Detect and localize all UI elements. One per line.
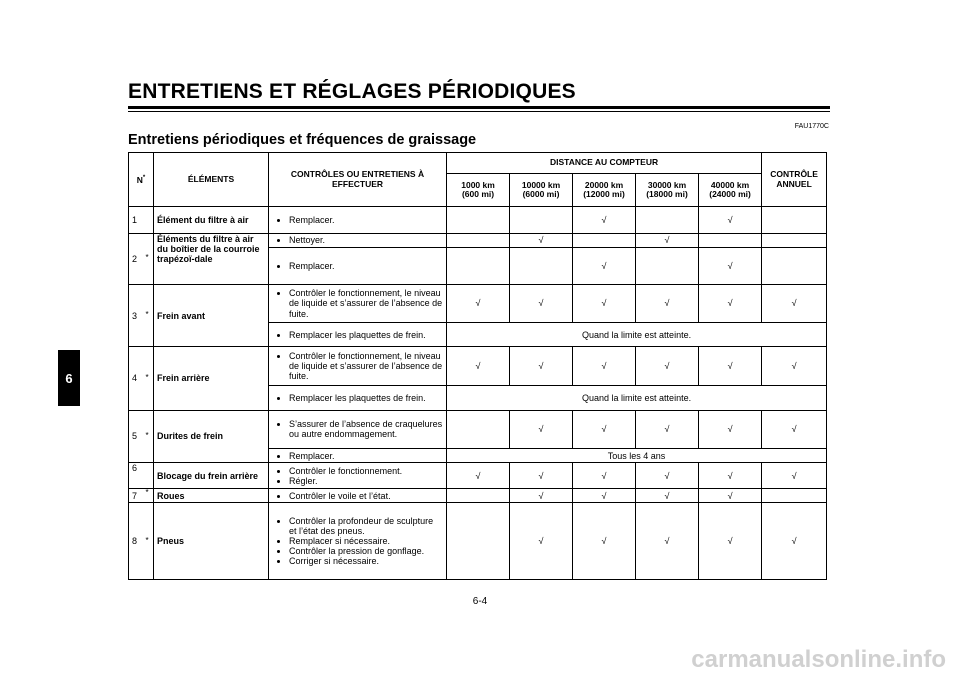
- check-cell: √: [699, 284, 762, 322]
- row-element: Durites de frein: [154, 410, 269, 462]
- row-control: • Nettoyer.: [269, 233, 447, 247]
- row-control: • Contrôler le voile et l’état.: [269, 489, 447, 503]
- header-no: N*: [129, 153, 154, 207]
- check-cell: √: [573, 489, 636, 503]
- check-cell: √: [447, 347, 510, 385]
- table-row: [129, 347, 827, 385]
- check-cell: [573, 233, 636, 247]
- check-cell: √: [762, 503, 827, 580]
- row-star: *: [145, 410, 154, 462]
- check-cell: √: [510, 233, 573, 247]
- check-cell: [510, 207, 573, 233]
- table-row: [129, 284, 827, 322]
- check-cell: √: [699, 489, 762, 503]
- check-cell: [447, 207, 510, 233]
- span-note: Quand la limite est atteinte.: [447, 323, 827, 347]
- check-cell: √: [762, 284, 827, 322]
- row-star: *: [145, 284, 154, 346]
- row-number: 8: [129, 503, 145, 580]
- check-cell: √: [510, 503, 573, 580]
- section-subtitle: Entretiens périodiques et fréquences de graissage: [128, 132, 477, 148]
- row-star: *: [145, 489, 154, 503]
- title-rule-thick: [128, 106, 830, 109]
- title-rule-thin: [128, 111, 830, 112]
- row-number: 4: [129, 347, 145, 410]
- check-cell: √: [636, 410, 699, 448]
- check-cell: √: [636, 347, 699, 385]
- check-cell: √: [699, 247, 762, 284]
- check-cell: [762, 207, 827, 233]
- check-cell: √: [762, 463, 827, 489]
- check-cell: √: [510, 489, 573, 503]
- check-cell: [636, 207, 699, 233]
- row-element: Pneus: [154, 503, 269, 580]
- check-cell: √: [510, 463, 573, 489]
- check-cell: √: [573, 207, 636, 233]
- table-row: [129, 463, 827, 489]
- check-cell: √: [699, 503, 762, 580]
- check-cell: [447, 410, 510, 448]
- header-km-5: 40000 km (24000 mi): [699, 174, 762, 207]
- row-control: • Remplacer.: [269, 207, 447, 233]
- check-cell: √: [510, 410, 573, 448]
- row-star: [145, 463, 154, 489]
- check-cell: [762, 247, 827, 284]
- row-element: Blocage du frein arrière: [154, 463, 269, 489]
- check-cell: √: [636, 489, 699, 503]
- check-cell: √: [573, 410, 636, 448]
- check-cell: √: [447, 463, 510, 489]
- check-cell: √: [699, 410, 762, 448]
- header-km-1: 1000 km (600 mi): [447, 174, 510, 207]
- row-number: 3: [129, 284, 145, 346]
- check-cell: √: [636, 284, 699, 322]
- table-row: [129, 207, 827, 233]
- table-row: [129, 489, 827, 503]
- check-cell: √: [762, 410, 827, 448]
- header-annual: CONTRÔLE ANNUEL: [762, 153, 827, 207]
- header-km-3: 20000 km (12000 mi): [573, 174, 636, 207]
- row-number: 5: [129, 410, 145, 462]
- check-cell: √: [762, 347, 827, 385]
- header-controls: CONTRÔLES OU ENTRETIENS À EFFECTUER: [269, 153, 447, 207]
- span-note: Tous les 4 ans: [447, 449, 827, 463]
- row-element: Élément du filtre à air: [154, 207, 269, 233]
- row-star: [145, 207, 154, 233]
- check-cell: √: [510, 347, 573, 385]
- row-number: 1: [129, 207, 145, 233]
- check-cell: [447, 489, 510, 503]
- page-number: 6-4: [472, 596, 488, 607]
- check-cell: [447, 233, 510, 247]
- watermark: carmanualsonline.info: [691, 646, 946, 673]
- maintenance-table: [128, 152, 827, 580]
- row-number: 7: [129, 489, 145, 503]
- check-cell: √: [573, 463, 636, 489]
- span-note: Quand la limite est atteinte.: [447, 385, 827, 410]
- row-star: *: [145, 503, 154, 580]
- check-cell: [447, 247, 510, 284]
- header-km-4: 30000 km (18000 mi): [636, 174, 699, 207]
- check-cell: [699, 233, 762, 247]
- check-cell: [510, 247, 573, 284]
- row-element: Frein avant: [154, 284, 269, 346]
- row-star: *: [145, 233, 154, 284]
- check-cell: [762, 233, 827, 247]
- row-star: *: [145, 347, 154, 410]
- row-control: • Contrôler le fonctionnement, le niveau de liquide et s’assurer de l’absence de fuite.: [269, 284, 447, 322]
- header-distance: DISTANCE AU COMPTEUR: [447, 153, 762, 174]
- row-control: • Remplacer.: [269, 247, 447, 284]
- row-number: 6: [129, 463, 145, 489]
- row-control: • Contrôler la profondeur de sculpture et l’état des pneus. • Remplacer si nécessaire. • Contrôler la pression de gonflage. • Corriger si nécessaire.: [269, 503, 447, 580]
- check-cell: √: [699, 207, 762, 233]
- row-element: Éléments du filtre à air du boîtier de la courroie trapézoï-dale: [154, 233, 269, 284]
- check-cell: √: [699, 463, 762, 489]
- check-cell: √: [636, 233, 699, 247]
- check-cell: √: [699, 347, 762, 385]
- check-cell: √: [573, 347, 636, 385]
- chapter-tab: 6: [58, 350, 80, 406]
- reference-code: FAU1770C: [794, 123, 829, 130]
- check-cell: √: [636, 463, 699, 489]
- row-control: • Remplacer.: [269, 449, 447, 463]
- row-control: • Remplacer les plaquettes de frein.: [269, 385, 447, 410]
- header-km-2: 10000 km (6000 mi): [510, 174, 573, 207]
- check-cell: √: [447, 284, 510, 322]
- check-cell: √: [573, 284, 636, 322]
- row-element: Roues: [154, 489, 269, 503]
- check-cell: [762, 489, 827, 503]
- row-control: • Contrôler le fonctionnement. • Régler.: [269, 463, 447, 489]
- table-row: [129, 503, 827, 580]
- header-elements: ÉLÉMENTS: [154, 153, 269, 207]
- row-control: • Remplacer les plaquettes de frein.: [269, 323, 447, 347]
- table-row: [129, 410, 827, 448]
- check-cell: √: [510, 284, 573, 322]
- row-control: • S’assurer de l’absence de craquelures ou autre endommagement.: [269, 410, 447, 448]
- row-control: • Contrôler le fonctionnement, le niveau de liquide et s’assurer de l’absence de fuite.: [269, 347, 447, 385]
- check-cell: [447, 503, 510, 580]
- check-cell: [636, 247, 699, 284]
- row-element: Frein arrière: [154, 347, 269, 410]
- check-cell: √: [573, 247, 636, 284]
- check-cell: √: [636, 503, 699, 580]
- table-row: [129, 233, 827, 247]
- row-number: 2: [129, 233, 145, 284]
- check-cell: √: [573, 503, 636, 580]
- page-title: ENTRETIENS ET RÉGLAGES PÉRIODIQUES: [128, 80, 576, 103]
